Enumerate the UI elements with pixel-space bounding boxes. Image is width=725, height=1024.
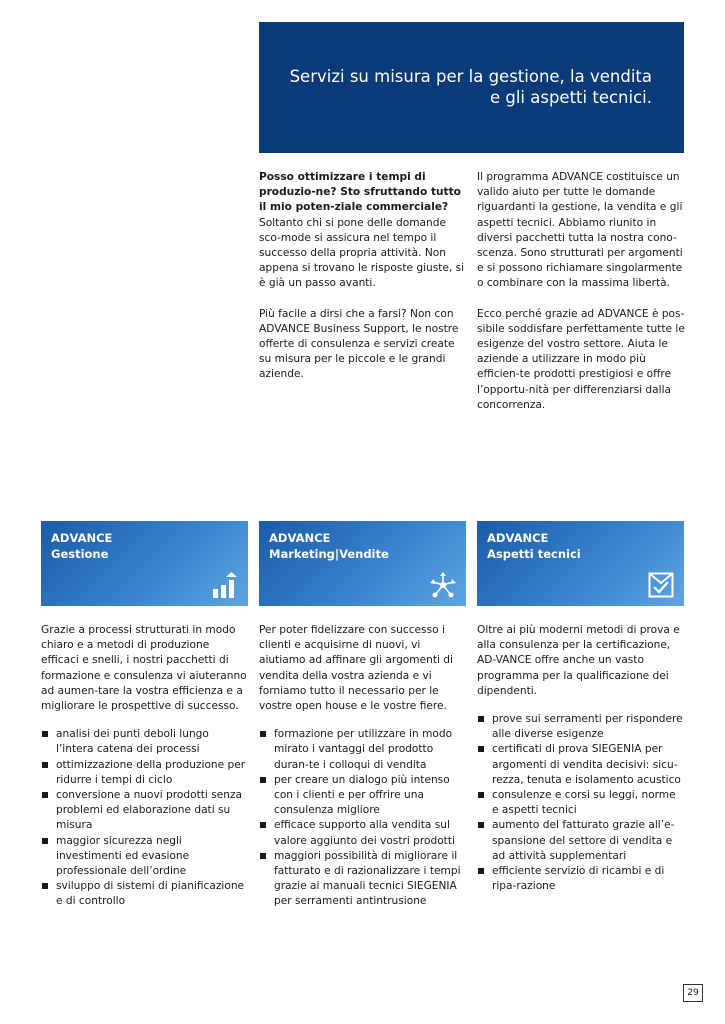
card-gestione xyxy=(41,521,248,606)
header-banner xyxy=(259,22,684,153)
intro-column-left xyxy=(259,170,467,398)
list-item: certificati di prova SIEGENIA per argomenti di vendita decisivi: sicu-rezza, tenuta e isolamento acustico xyxy=(477,742,685,788)
intro-left-paragraph-1 xyxy=(259,170,467,292)
column-marketing-vendite xyxy=(259,623,467,910)
page-number: 29 xyxy=(683,984,703,1002)
list-item: analisi dei punti deboli lungo l’intera catena dei processi xyxy=(41,727,249,757)
growth-chart-icon xyxy=(212,572,238,598)
column-intro: Oltre ai più moderni metodi di prova e alla consulenza per la certificazione, AD-VANCE offre anche un vasto programma per la qualificazione dei dipendenti. xyxy=(477,624,680,697)
bullet-list xyxy=(477,712,685,894)
column-gestione xyxy=(41,623,249,910)
intro-left-paragraph-2: Più facile a dirsi che a farsi? Non con ADVANCE Business Support, le nostre offerte di consulenza e servizi create su misura per le piccole e le grandi aziende. xyxy=(259,307,459,381)
bullet-list xyxy=(41,727,249,909)
card-subtitle: Marketing|Vendite xyxy=(269,547,389,561)
column-intro: Grazie a processi strutturati in modo chiaro e a metodi di produzione efficaci e snelli, i nostri pacchetti di formazione e consulenza vi aiuteranno ad aumen-tare la vostra efficienza e a migliorare le prospettive di successo. xyxy=(41,624,247,713)
list-item: efficiente servizio di ricambi e di ripa-razione xyxy=(477,864,685,894)
intro-right-paragraph-1: Il programma ADVANCE costituisce un valido aiuto per tutte le domande riguardanti la gestione, la vendita e gli aspetti tecnici. Abbiamo riunito in diversi pacchetti tutta la nostra cono-scenza. Sono strutturati per argomenti e si possono richiamare singolarmente o combinare con la massima libertà. xyxy=(477,171,683,290)
card-marketing-vendite xyxy=(259,521,466,606)
column-aspetti-tecnici xyxy=(477,623,685,894)
list-item: ottimizzazione della produzione per ridurre i tempi di ciclo xyxy=(41,758,249,788)
card-title: ADVANCE xyxy=(487,531,549,545)
card-aspetti-tecnici xyxy=(477,521,684,606)
card-title: ADVANCE xyxy=(269,531,331,545)
card-title: ADVANCE xyxy=(51,531,113,545)
list-item: consulenze e corsi su leggi, norme e aspetti tecnici xyxy=(477,788,685,818)
list-item: formazione per utilizzare in modo mirato i vantaggi del prodotto duran-te i colloqui di vendita xyxy=(259,727,467,773)
banner-title-line-1: Servizi su misura per la gestione, la vendita xyxy=(289,67,652,86)
list-item: maggior sicurezza negli investimenti ed evasione professionale dell’ordine xyxy=(41,834,249,880)
list-item: conversione a nuovi prodotti senza problemi ed elaborazione dati su misura xyxy=(41,788,249,834)
window-check-icon xyxy=(648,572,674,598)
list-item: maggiori possibilità di migliorare il fatturato e di razionalizzare i tempi grazie ai manuali tecnici SIEGENIA per serramenti antintrusione xyxy=(259,849,467,910)
intro-left-text-1: Soltanto chi si pone delle domande sco-mode si assicura nel tempo il successo della propria attività. Non appena si trovano le risposte giuste, si è già un passo avanti. xyxy=(259,216,465,290)
intro-lead-question: Posso ottimizzare i tempi di produzio-ne? Sto sfruttando tutto il mio poten-ziale commerciale? xyxy=(259,171,461,214)
intro-column-right xyxy=(477,170,685,428)
intro-right-paragraph-2: Ecco perché grazie ad ADVANCE è pos-sibile soddisfare perfettamente tutte le esigenze del vostro settore. Aiuta le aziende a utilizzare in modo più efficien-te prodotti prestigiosi e offre l’opportu-nità per differenziarsi dalla concorrenza. xyxy=(477,307,685,411)
banner-title-line-2: e gli aspetti tecnici. xyxy=(489,88,652,107)
list-item: aumento del fatturato grazie all’e-spansione del settore di vendita e ad attività supplementari xyxy=(477,818,685,864)
bullet-list xyxy=(259,727,467,909)
card-subtitle: Gestione xyxy=(51,547,109,561)
list-item: sviluppo di sistemi di pianificazione e di controllo xyxy=(41,879,249,909)
column-intro: Per poter fidelizzare con successo i clienti e acquisirne di nuovi, vi aiutiamo ad affinare gli argomenti di vendita della vostra azienda e vi forniamo tutto il necessario per le vostre open house e le vostre fiere. xyxy=(259,624,453,713)
list-item: efficace supporto alla vendita sul valore aggiunto dei vostri prodotti xyxy=(259,818,467,848)
network-icon xyxy=(430,572,456,598)
list-item: per creare un dialogo più intenso con i clienti e per offrire una consulenza migliore xyxy=(259,773,467,819)
card-subtitle: Aspetti tecnici xyxy=(487,547,581,561)
list-item: prove sui serramenti per rispondere alle diverse esigenze xyxy=(477,712,685,742)
